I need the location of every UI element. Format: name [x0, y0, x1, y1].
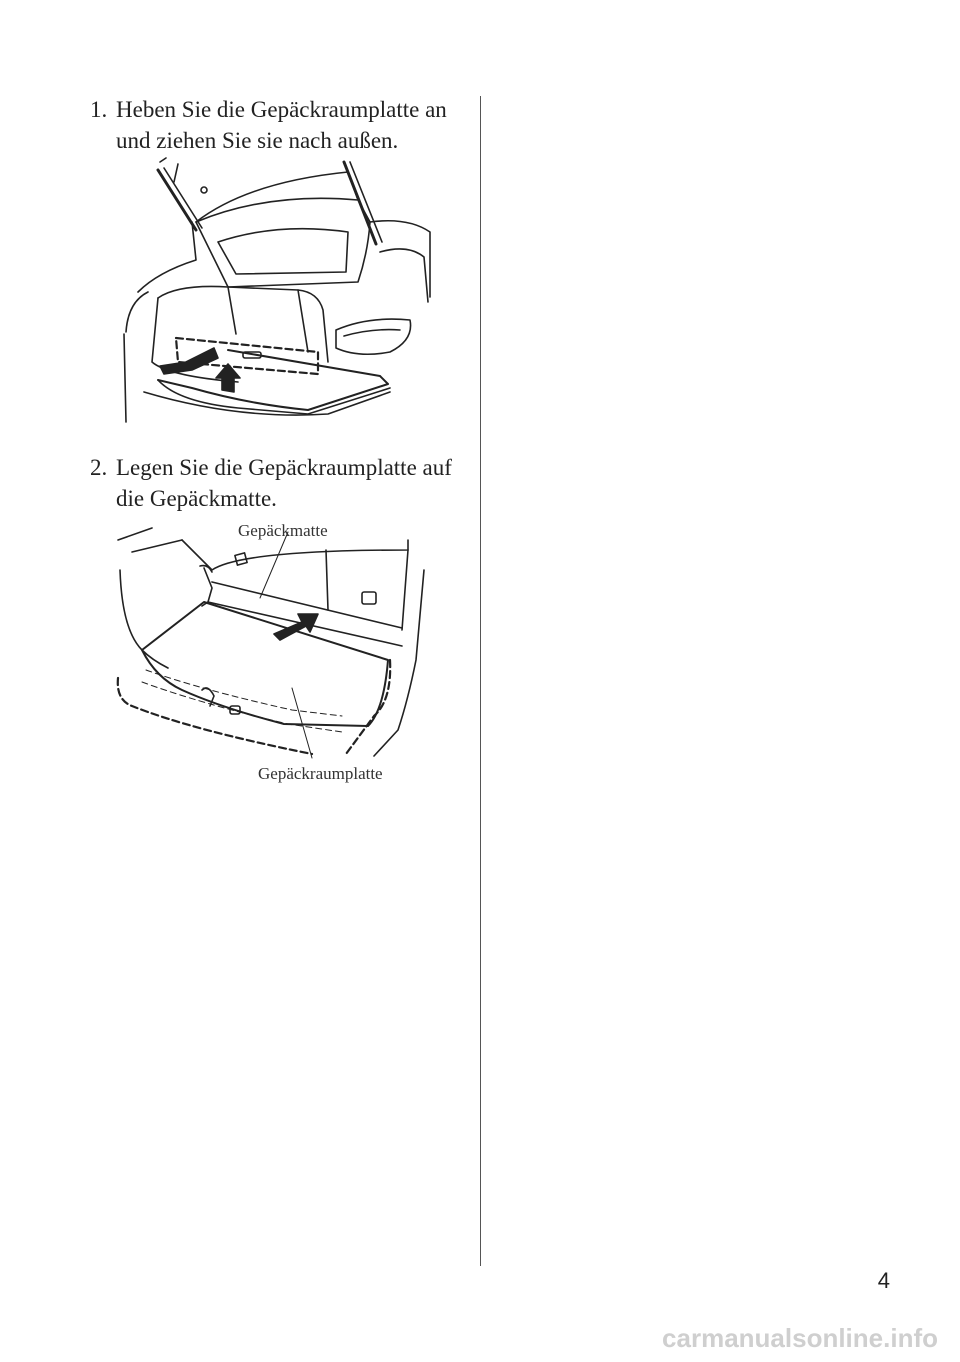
step-2: [90, 452, 470, 514]
step-1-number: 1.: [90, 97, 108, 122]
illustration-tailgate-open: [118, 152, 438, 432]
step-1-text: Heben Sie die Gepäckraumplatte an und ziehen Sie sie nach außen.: [116, 97, 447, 153]
step-2-text: Legen Sie die Gepäckraumplatte auf die Gepäckmatte.: [116, 455, 452, 511]
callout-luggage-board: Gepäckraumplatte: [258, 764, 383, 783]
illustration-cargo-area: [112, 510, 442, 760]
figure-place-board: [112, 510, 442, 760]
figure-lift-board: [118, 152, 438, 432]
watermark: carmanualsonline.info: [662, 1323, 938, 1353]
column-divider: [480, 96, 481, 1266]
step-1: [90, 94, 470, 156]
callout-luggage-mat: Gepäckmatte: [238, 521, 328, 540]
step-2-number: 2.: [90, 455, 108, 480]
page-number: 4: [877, 1268, 890, 1293]
